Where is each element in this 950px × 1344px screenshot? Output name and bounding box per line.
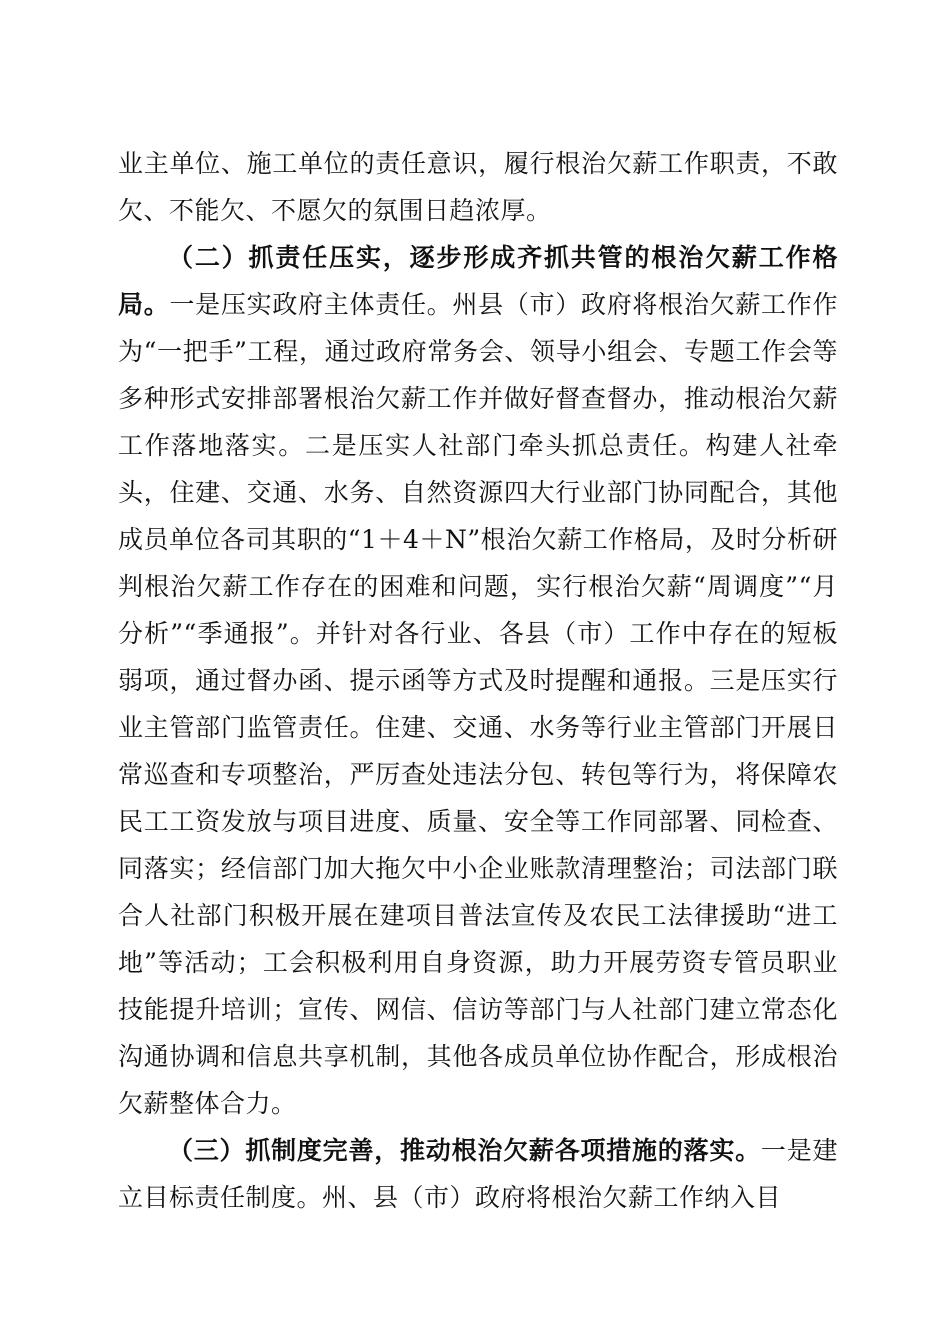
paragraph-section-3 <box>118 1127 838 1221</box>
paragraph-section-2 <box>118 234 838 1127</box>
body-text <box>118 140 838 1221</box>
section-heading: （三）抓制度完善，推动根治欠薪各项措施的落实。 <box>168 1136 761 1165</box>
section-heading: （二）抓责任压实，逐步形成齐抓共管的根治欠薪工作格局。 <box>118 243 838 319</box>
paragraph-body: 一是建立目标责任制度。州、县（市）政府将根治欠薪工作纳入目 <box>118 1136 838 1212</box>
paragraph-continuation <box>118 140 838 234</box>
paragraph-body: 业主单位、施工单位的责任意识，履行根治欠薪工作职责，不敢欠、不能欠、不愿欠的氛围日趋浓厚。 <box>118 149 838 225</box>
paragraph-body: 一是压实政府主体责任。州县（市）政府将根治欠薪工作作为“一把手”工程，通过政府常务会、领导小组会、专题工作会等多种形式安排部署根治欠薪工作并做好督查督办，推动根治欠薪工作落地落实。二是压实人社部门牵头抓总责任。构建人社牵头，住建、交通、水务、自然资源四大行业部门协同配合，其他成员单位各司其职的“1＋4＋N”根治欠薪工作格局，及时分析研判根治欠薪工作存在的困难和问题，实行根治欠薪“周调度”“月分析”“季通报”。并针对各行业、各县（市）工作中存在的短板弱项，通过督办函、提示函等方式及时提醒和通报。三是压实行业主管部门监管责任。住建、交通、水务等行业主管部门开展日常巡查和专项整治，严厉查处违法分包、转包等行为，将保障农民工工资发放与项目进度、质量、安全等工作同部署、同检查、同落实；经信部门加大拖欠中小企业账款清理整治；司法部门联合人社部门积极开展在建项目普法宣传及农民工法律援助“进工地”等活动；工会积极利用自身资源，助力开展劳资专管员职业技能提升培训；宣传、网信、信访等部门与人社部门建立常态化沟通协调和信息共享机制，其他各成员单位协作配合，形成根治欠薪整体合力。 <box>118 290 838 1118</box>
